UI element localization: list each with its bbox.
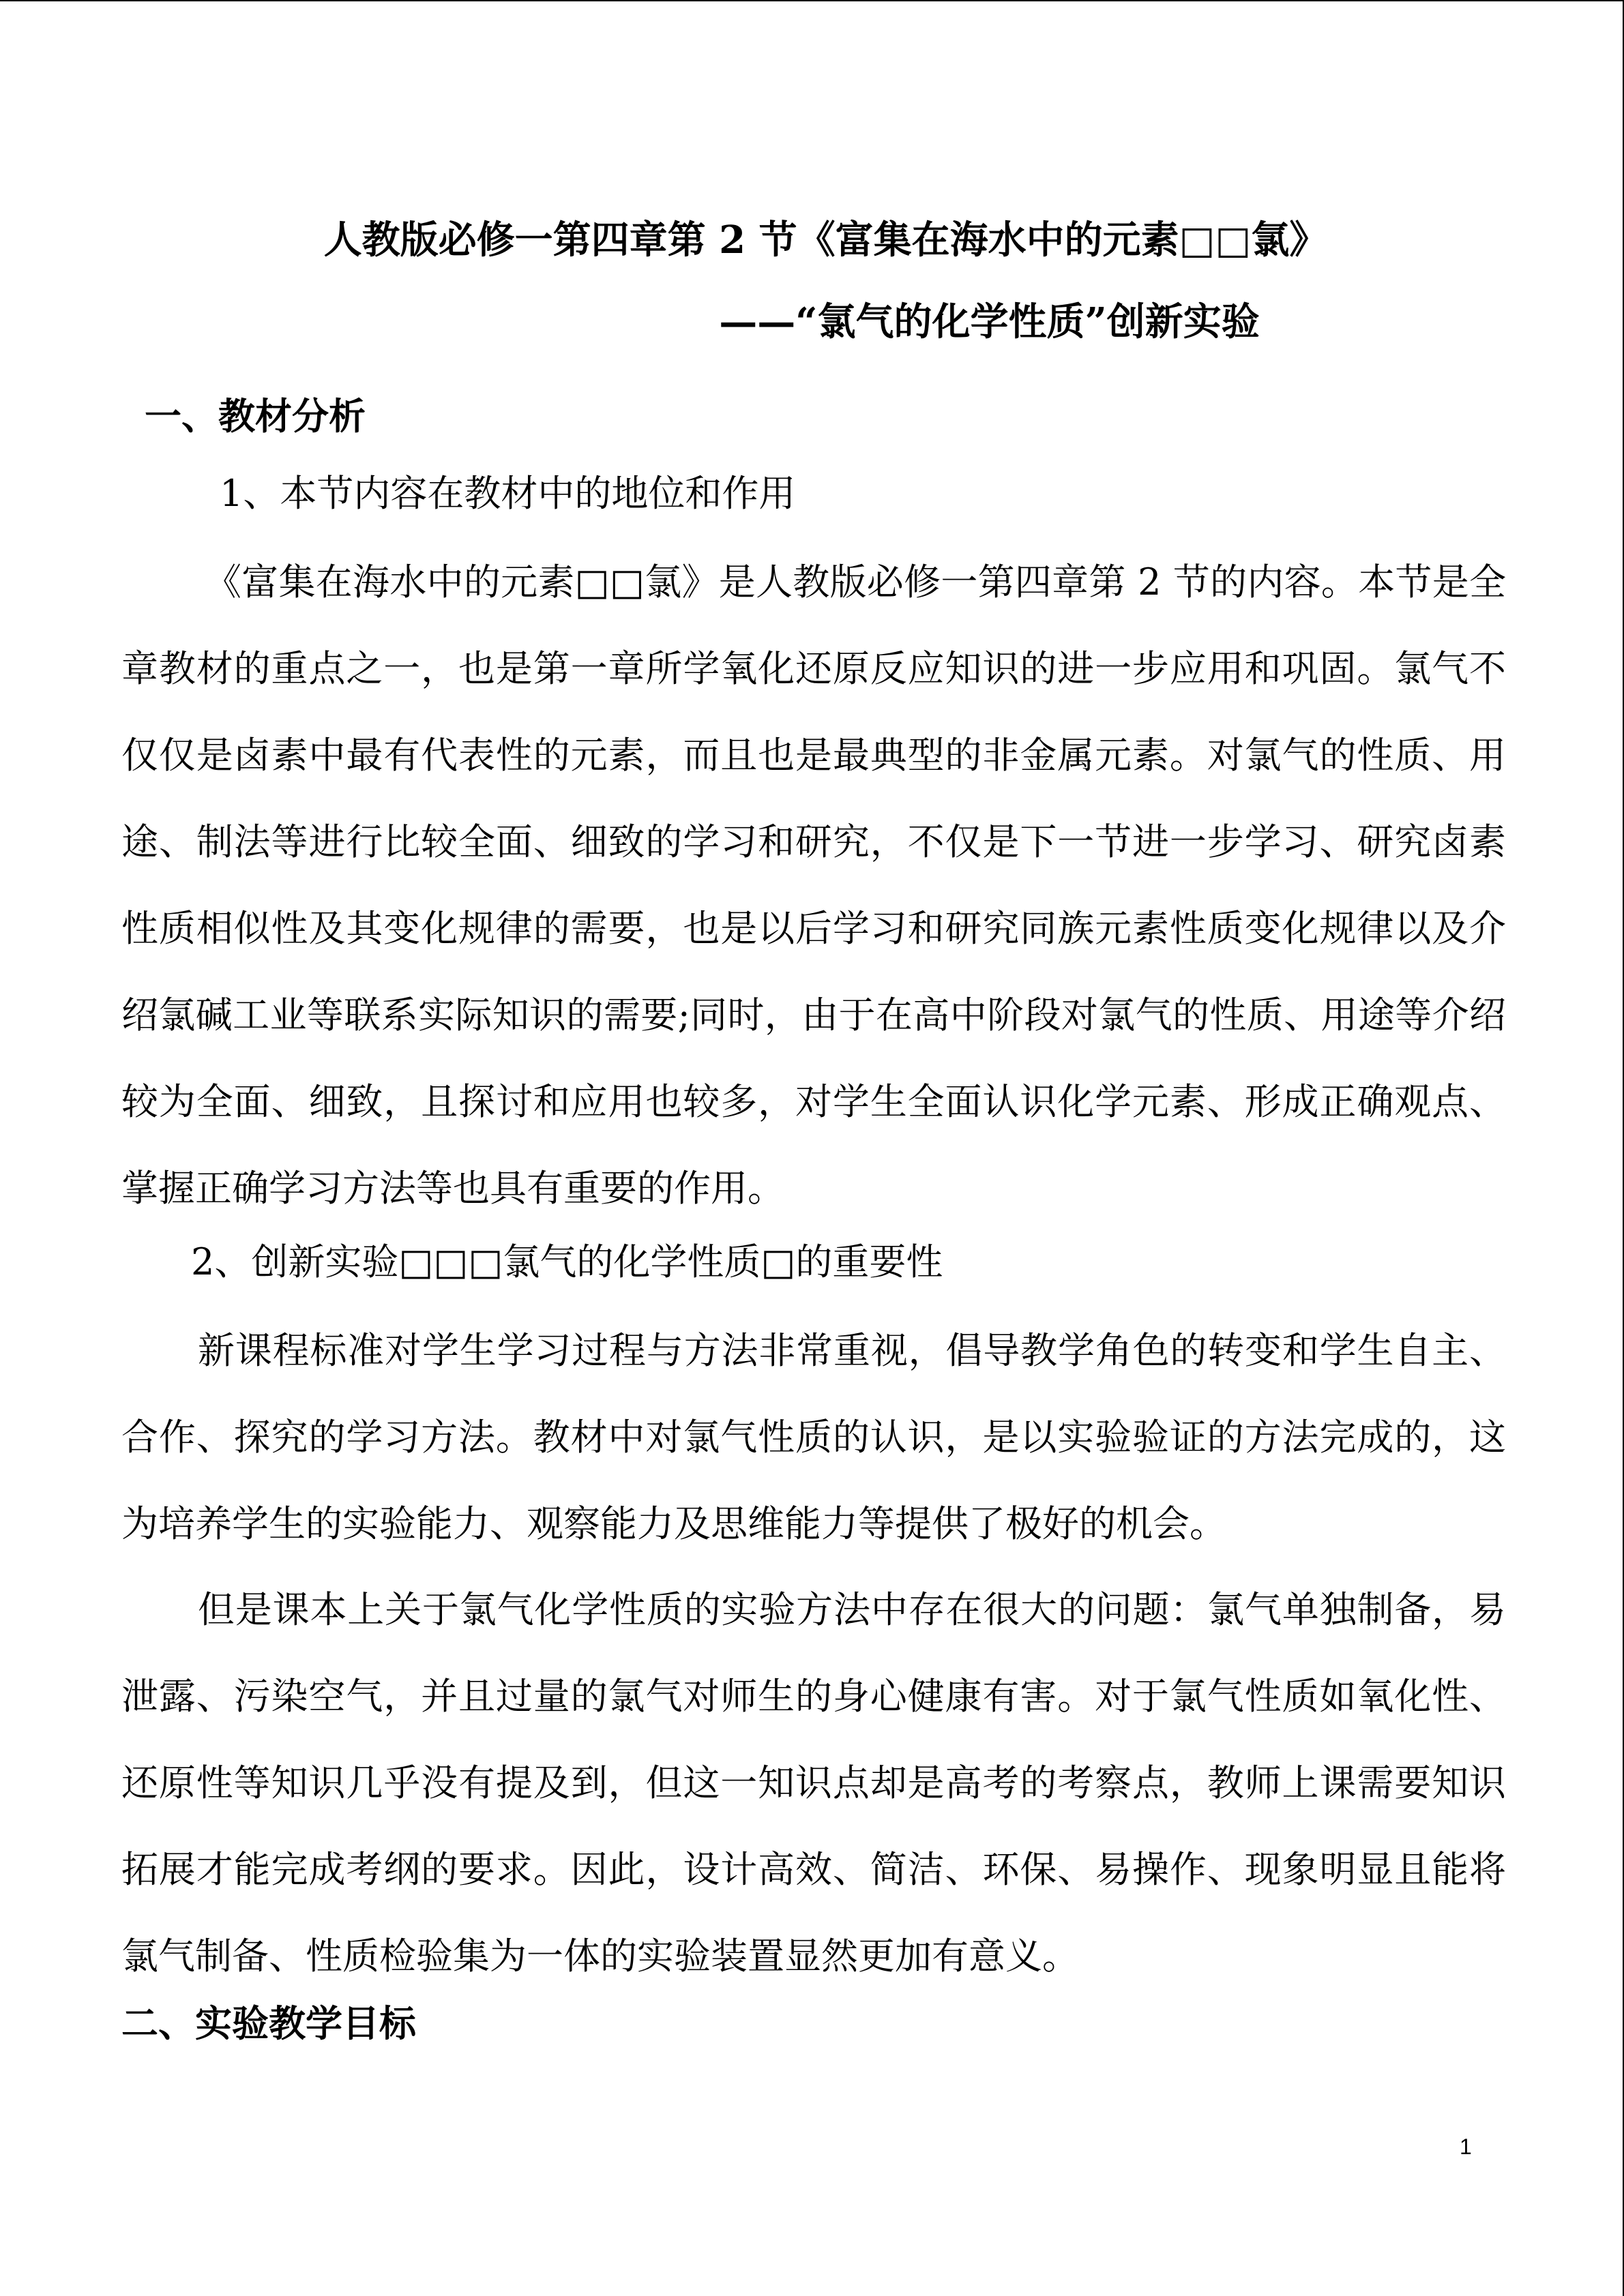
document-subtitle: ——“氯气的化学性质”创新实验 [719, 299, 1260, 344]
subsection-heading-importance: 2、创新实验□□□氯气的化学性质□的重要性 [191, 1240, 943, 1283]
section-heading-textbook-analysis: 一、教材分析 [145, 394, 366, 438]
section-heading-teaching-goals: 二、实验教学目标 [121, 2001, 416, 2045]
document-title: 人教版必修一第四章第 2 节《富集在海水中的元素□□氯》 [323, 218, 1328, 263]
page-number: 1 [1460, 2134, 1472, 2159]
paragraph-role: 《富集在海水中的元素□□氯》是人教版必修一第四章第 2 节的内容。本节是全章教材的重点之一，也是第一章所学氧化还原反应知识的进一步应用和巩固。氯气不仅仅是卤素中最有代表性的元素，而且也是最典型的非金属元素。对氯气的性质、用途、制法等进行比较全面、细致的学习和研究，不仅是下一节进一步学习、研究卤素性质相似性及其变化规律的需要，也是以后学习和研究同族元素性质变化规律以及介绍氯碱工业等联系实际知识的需要;同时，由于在高中阶段对氯气的性质、用途等介绍较为全面、细致，且探讨和应用也较多，对学生全面认识化学元素、形成正确观点、掌握正确学习方法等也具有重要的作用。 [121, 561, 1506, 1210]
paragraph-new-curriculum: 新课程标准对学生学习过程与方法非常重视，倡导教学角色的转变和学生自主、合作、探究的学习方法。教材中对氯气性质的认识，是以实验验证的方法完成的，这为培养学生的实验能力、观察能力及思维能力等提供了极好的机会。 [121, 1329, 1506, 1545]
paragraph-textbook-problems: 但是课本上关于氯气化学性质的实验方法中存在很大的问题：氯气单独制备，易泄露、污染空气，并且过量的氯气对师生的身心健康有害。对于氯气性质如氧化性、还原性等知识几乎没有提及到，但这一知识点却是高考的考察点，教师上课需要知识拓展才能完成考纲的要求。因此，设计高效、简洁、环保、易操作、现象明显且能将氯气制备、性质检验集为一体的实验装置显然更加有意义。 [121, 1588, 1506, 1978]
subsection-heading-role: 1、本节内容在教材中的地位和作用 [220, 472, 796, 515]
